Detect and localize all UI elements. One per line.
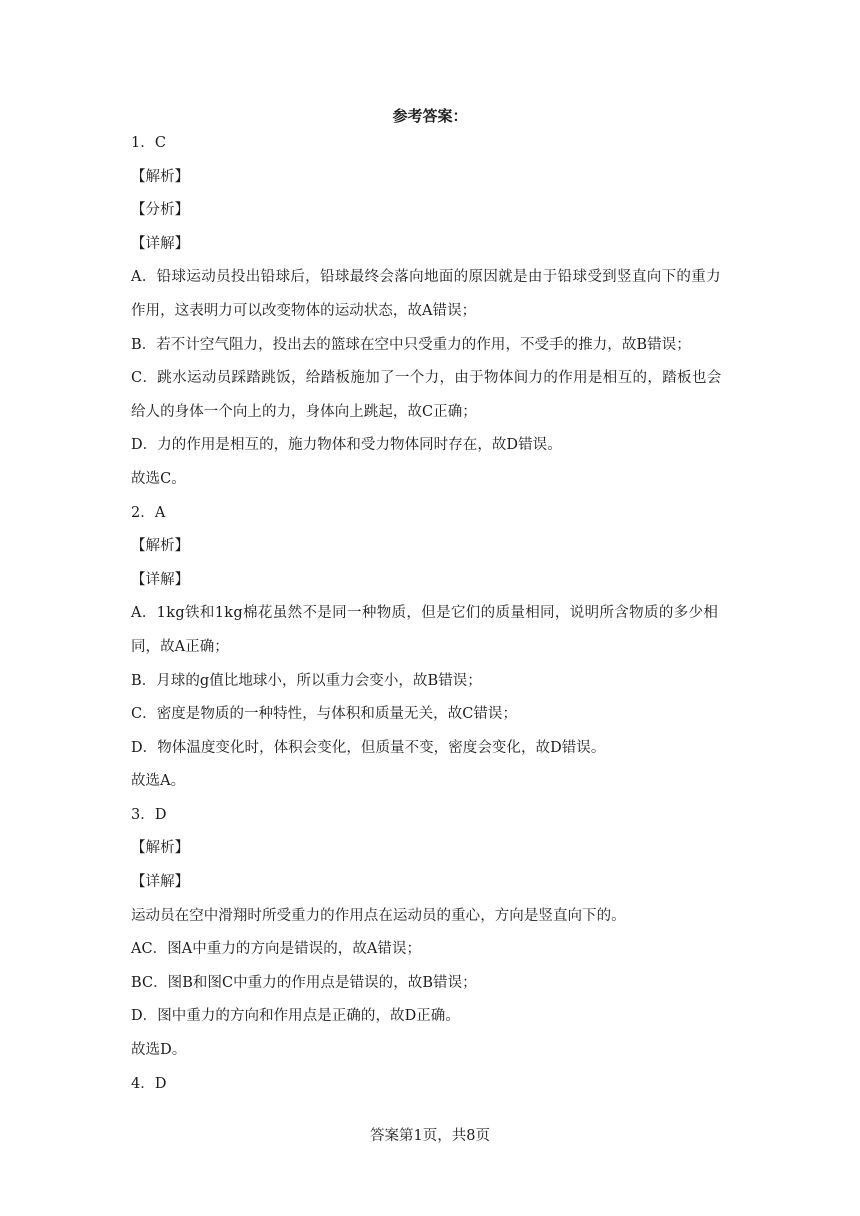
answer-number-3: 3．D xyxy=(131,806,167,823)
conclusion-line: 故选D。 xyxy=(131,1042,187,1059)
explanation-line: A．铅球运动员投出铅球后，铅球最终会落向地面的原因就是由于铅球受到竖直向下的重力 xyxy=(131,269,721,286)
explanation-line: C．跳水运动员踩踏跳饭，给踏板施加了一个力，由于物体间力的作用是相互的，踏板也会 xyxy=(131,370,722,387)
explanation-line: D．力的作用是相互的，施力物体和受力物体同时存在，故D错误。 xyxy=(131,437,562,454)
section-jiexi: 【解析】 xyxy=(131,168,190,185)
section-xiangjie: 【详解】 xyxy=(131,571,190,588)
explanation-line: 运动员在空中滑翔时所受重力的作用点在运动员的重心，方向是竖直向下的。 xyxy=(131,907,626,924)
section-xiangjie: 【详解】 xyxy=(131,874,190,891)
explanation-line: B．若不计空气阻力，投出去的篮球在空中只受重力的作用，不受手的推力，故B错误； xyxy=(131,336,691,353)
explanation-line: D．图中重力的方向和作用点是正确的，故D正确。 xyxy=(131,1008,460,1025)
conclusion-line: 故选C。 xyxy=(131,470,186,487)
explanation-line: AC．图A中重力的方向是错误的，故A错误； xyxy=(131,941,422,958)
answer-content xyxy=(131,132,731,1106)
answer-number-4: 4．D xyxy=(131,1075,167,1092)
section-fenxi: 【分析】 xyxy=(131,202,190,219)
explanation-line: 作用，这表明力可以改变物体的运动状态，故A错误； xyxy=(131,302,477,319)
explanation-line: C．密度是物质的一种特性，与体积和质量无关，故C错误； xyxy=(131,706,518,723)
answer-number-1: 1．C xyxy=(131,135,166,151)
explanation-line: A．1kg铁和1kg棉花虽然不是同一种物质，但是它们的质量相同，说明所含物质的多少相 xyxy=(131,605,719,622)
page-title: 参考答案： xyxy=(392,107,468,125)
answer-number-2: 2．A xyxy=(131,504,166,521)
conclusion-line: 故选A。 xyxy=(131,773,186,790)
explanation-line: D．物体温度变化时，体积会变化，但质量不变，密度会变化，故D错误。 xyxy=(131,739,606,756)
section-jiexi: 【解析】 xyxy=(131,538,190,555)
explanation-line: B．月球的g值比地球小，所以重力会变小，故B错误； xyxy=(131,672,482,689)
explanation-line: BC．图B和图C中重力的作用点是错误的，故B错误； xyxy=(131,974,477,991)
section-jiexi: 【解析】 xyxy=(131,840,190,857)
page-footer: 答案第1页，共8页 xyxy=(370,1128,490,1144)
explanation-line: 同，故A正确； xyxy=(131,638,229,655)
explanation-line: 给人的身体一个向上的力，身体向上跳起，故C正确； xyxy=(131,403,477,420)
section-xiangjie: 【详解】 xyxy=(131,235,190,252)
